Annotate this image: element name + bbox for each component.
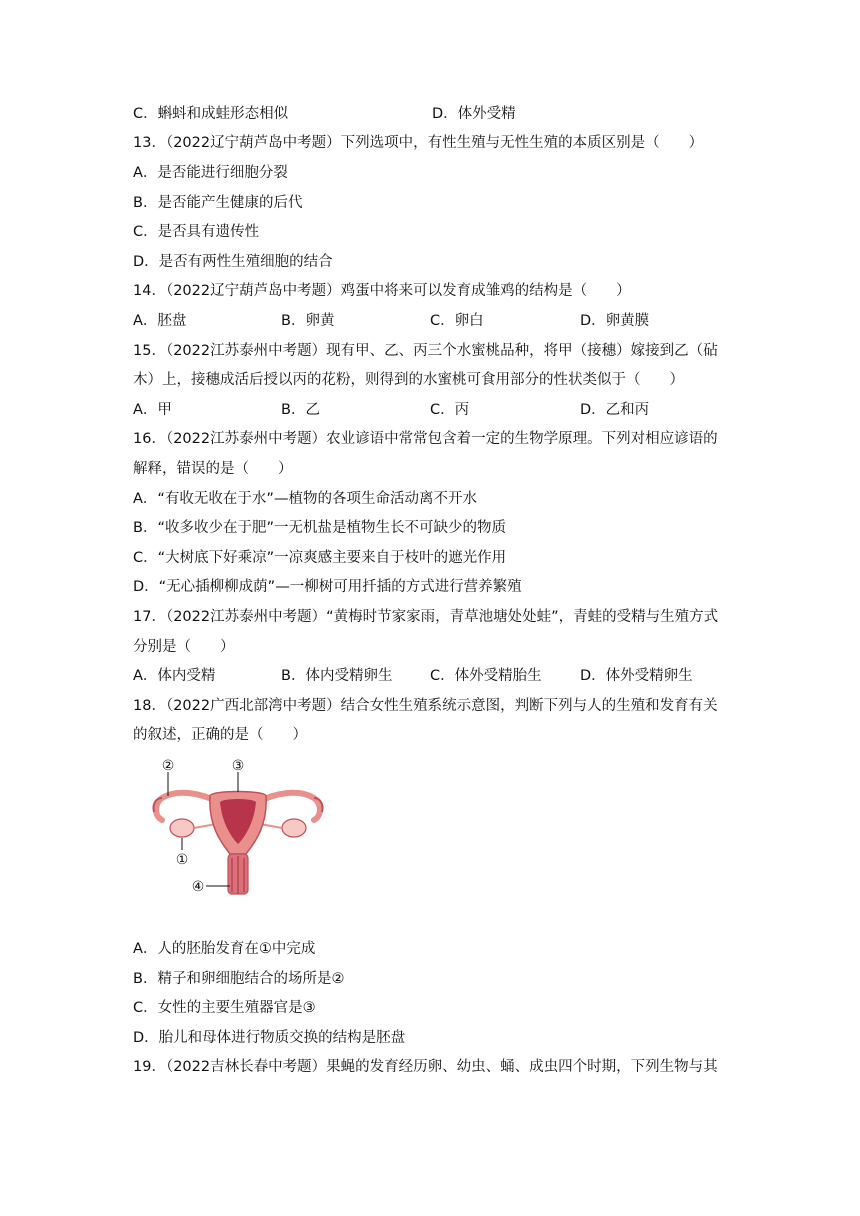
- q18-stem-line1: 18．（2022广西北部湾中考题）结合女性生殖系统示意图，判断下列与人的生殖和发育有关: [133, 698, 718, 714]
- q12-option-d: D．体外受精: [432, 106, 516, 122]
- left-fallopian-tube: [156, 793, 218, 820]
- q15-option-c: C．丙: [430, 402, 470, 418]
- q17-option-b: B．体内受精卵生: [281, 668, 393, 684]
- q13-option-b: B．是否能产生健康的后代: [133, 195, 303, 211]
- q13-option-c: C．是否具有遗传性: [133, 224, 260, 240]
- q18-option-b: B．精子和卵细胞结合的场所是②: [133, 971, 345, 987]
- right-ovary: [282, 819, 306, 837]
- q13-option-a: A．是否能进行细胞分裂: [133, 165, 288, 181]
- q15-stem-line1: 15．（2022江苏泰州中考题）现有甲、乙、丙三个水蜜桃品种，将甲（接穗）嫁接到乙（砧: [133, 343, 718, 359]
- q15-option-b: B．乙: [281, 402, 320, 418]
- q13-stem: 13．（2022辽宁葫芦岛中考题）下列选项中，有性生殖与无性生殖的本质区别是（ ）: [133, 135, 704, 151]
- q18-option-a: A．人的胚胎发育在①中完成: [133, 941, 316, 957]
- right-fallopian-tube: [258, 793, 320, 820]
- q13-option-d: D．是否有两性生殖细胞的结合: [133, 254, 333, 270]
- q14-stem: 14．（2022辽宁葫芦岛中考题）鸡蛋中将来可以发育成雏鸡的结构是（ ）: [133, 283, 631, 299]
- label-4: ④: [191, 879, 205, 895]
- female-reproductive-system-diagram: [148, 758, 328, 898]
- q14-option-d: D．卵黄膜: [580, 313, 650, 329]
- q15-stem-line2: 木）上，接穗成活后授以丙的花粉，则得到的水蜜桃可食用部分的性状类似于（ ）: [133, 372, 684, 388]
- label-1: ①: [175, 852, 189, 868]
- q17-stem-line1: 17．（2022江苏泰州中考题）“黄梅时节家家雨，青草池塘处处蛙”，青蛙的受精与生殖方式: [133, 609, 719, 625]
- q16-stem-line1: 16．（2022江苏泰州中考题）农业谚语中常常包含着一定的生物学原理。下列对相应谚语的: [133, 431, 718, 447]
- q16-option-a: A．“有收无收在于水”—植物的各项生命活动离不开水: [133, 491, 477, 507]
- q14-option-a: A．胚盘: [133, 313, 187, 329]
- q14-option-c: C．卵白: [430, 313, 484, 329]
- q15-option-d: D．乙和丙: [580, 402, 650, 418]
- q16-option-d: D．“无心插柳柳成荫”—一柳树可用扦插的方式进行营养繁殖: [133, 579, 522, 595]
- label-2: ②: [161, 758, 175, 774]
- q18-stem-line2: 的叙述，正确的是（ ）: [133, 727, 307, 743]
- q17-stem-line2: 分别是（ ）: [133, 639, 235, 655]
- q19-stem-line1: 19．（2022吉林长春中考题）果蝇的发育经历卵、幼虫、蛹、成虫四个时期，下列生物与其: [133, 1059, 718, 1075]
- label-3: ③: [231, 758, 245, 774]
- q17-option-d: D．体外受精卵生: [580, 668, 693, 684]
- q16-option-b: B．“收多收少在于肥”一无机盐是植物生长不可缺少的物质: [133, 520, 506, 536]
- q17-option-c: C．体外受精胎生: [430, 668, 542, 684]
- q16-stem-line2: 解释，错误的是（ ）: [133, 461, 293, 477]
- q18-option-d: D．胎儿和母体进行物质交换的结构是胚盘: [133, 1030, 406, 1046]
- left-ovary: [170, 819, 194, 837]
- q15-option-a: A．甲: [133, 402, 172, 418]
- q12-option-c: C．蝌蚪和成蛙形态相似: [133, 106, 289, 122]
- q18-option-c: C．女性的主要生殖器官是③: [133, 1000, 316, 1016]
- q16-option-c: C．“大树底下好乘凉”一凉爽感主要来自于枝叶的遮光作用: [133, 550, 507, 566]
- q14-option-b: B．卵黄: [281, 313, 335, 329]
- q17-option-a: A．体内受精: [133, 668, 216, 684]
